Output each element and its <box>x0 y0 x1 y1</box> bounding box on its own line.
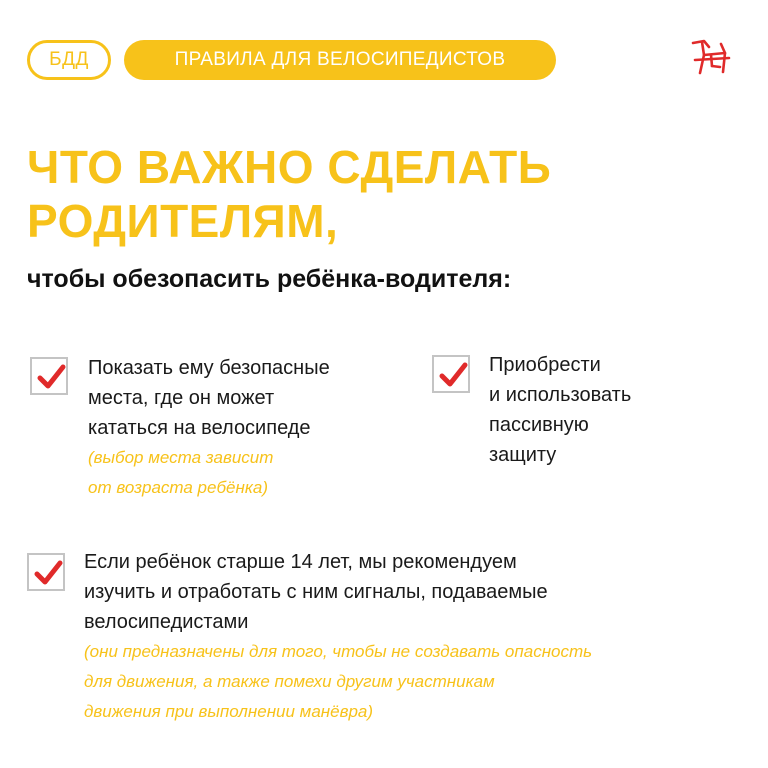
note-line: для движения, а также помехи другим участникам <box>84 672 495 691</box>
list-item-3-text <box>84 547 744 637</box>
checkbox-icon <box>30 357 68 395</box>
list-item-line: пассивную <box>489 414 589 436</box>
note-line: (они предназначены для того, чтобы не создавать опасность <box>84 642 593 661</box>
checkbox-icon <box>432 355 470 393</box>
list-item-line: кататься на велосипеде <box>88 417 311 439</box>
note-line: движения при выполнении манёвра) <box>84 702 374 721</box>
note-line: (выбор места зависит <box>88 448 274 467</box>
list-item-line: изучить и отработать с ним сигналы, подаваемые <box>84 581 548 603</box>
list-item-1-note <box>88 443 408 503</box>
title-line-1: ЧТО ВАЖНО СДЕЛАТЬ <box>27 141 552 193</box>
title-line-2: РОДИТЕЛЯМ, <box>27 195 339 247</box>
list-item-line: Приобрести <box>489 354 601 376</box>
bicycle-chair-logo-icon <box>690 38 734 76</box>
list-item-line: велосипедистами <box>84 611 249 633</box>
list-item-line: места, где он может <box>88 387 275 409</box>
main-title <box>27 140 727 248</box>
list-item-1-text <box>88 353 408 443</box>
note-line: от возраста ребёнка) <box>88 478 268 497</box>
list-item-line: Показать ему безопасные <box>88 357 330 379</box>
list-item-2-text <box>489 350 749 470</box>
list-item-3-note <box>84 637 754 727</box>
list-item-line: Если ребёнок старше 14 лет, мы рекомендуем <box>84 551 517 573</box>
list-item-line: защиту <box>489 444 557 466</box>
checkbox-icon <box>27 553 65 591</box>
tag-badge: БДД <box>27 40 111 80</box>
category-badge: ПРАВИЛА ДЛЯ ВЕЛОСИПЕДИСТОВ <box>124 40 556 80</box>
subtitle: чтобы обезопасить ребёнка-водителя: <box>27 265 512 293</box>
list-item-line: и использовать <box>489 384 632 406</box>
